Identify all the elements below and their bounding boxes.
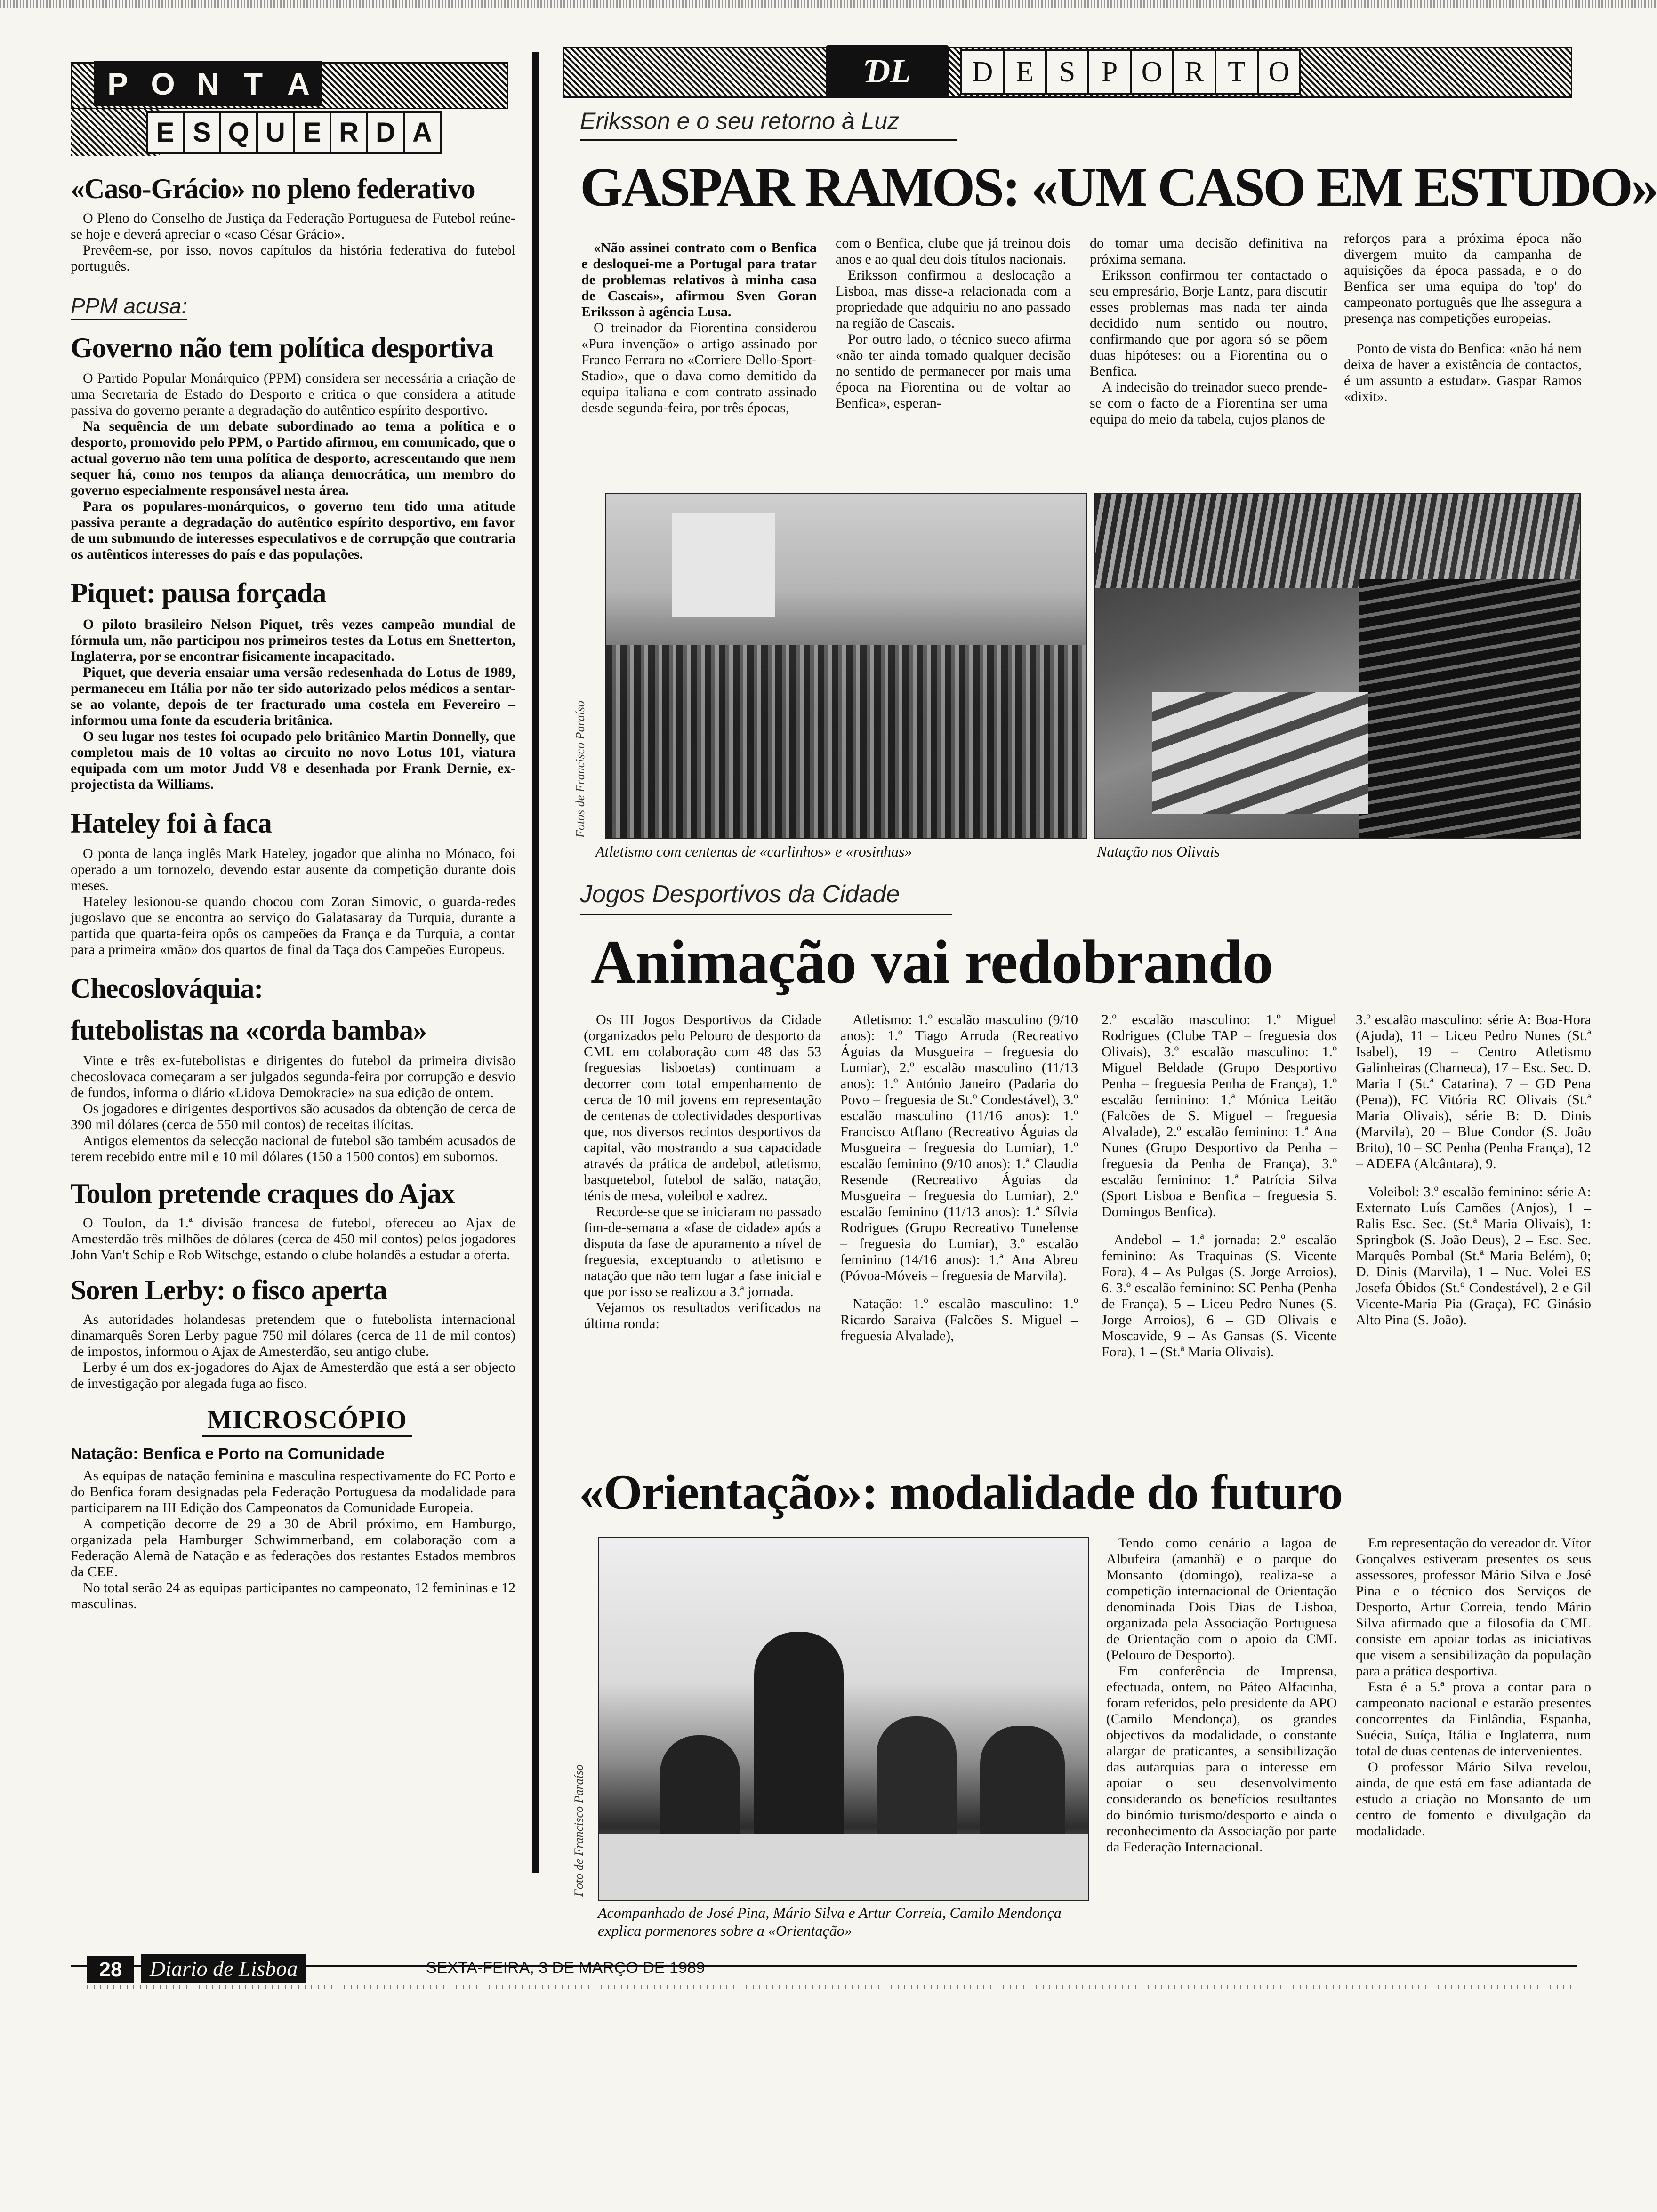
paragraph: Vejamos os resultados verificados na última ronda: xyxy=(584,1300,821,1331)
paragraph: Natação: 1.º escalão masculino: 1.º Ricardo Saraiva (Falcões S. Miguel – freguesia Alvalade), xyxy=(840,1296,1078,1344)
headline-animacao: Animação vai redobrando xyxy=(591,927,1273,996)
paragraph: Em representação do vereador dr. Vítor Gonçalves estiveram presentes os seus assessores, professor Mário Silva e José Pina e o técnico dos Serviços de Desporto, Artur Correia, tendo Mário Silva afirmado que a filosofia da CML consiste em apoiar todas as iniciativas que visem a sensibilização da população para a prática desportiva. xyxy=(1356,1535,1591,1679)
microscopio-title: MICROSCÓPIO xyxy=(207,1405,407,1435)
article-hateley xyxy=(71,846,515,958)
paragraph: «Não assinei contrato com o Benfica e desloquei-me a Portugal para tratar de problemas relativos à minha casa de Cascais», afirmou Sven Goran Eriksson à agência Lusa. xyxy=(581,240,817,320)
kicker-underline xyxy=(580,914,952,915)
article-microscopio xyxy=(71,1468,515,1612)
headline-orientacao: «Orientação»: modalidade do futuro xyxy=(579,1465,1343,1520)
paragraph: Voleibol: 3.º escalão feminino: série A: Externato Luís Camões (Anjos), 1 – Ralis Esc. Sec. (St.ª Maria Olivais), 1: Springbok (S. João Deus), 2 – Esc. Sec. Marquês Pombal (St.ª Maria Belém), 0; D. Dinis (Marvila), 1 – Nuc. Volei ES Josefa Óbidos (St.º Condestável), 2 e Gil Vicente-Maria Pia (Graça), FC Ginásio Alto Pina (S. João). xyxy=(1356,1184,1591,1328)
photo-atletismo xyxy=(605,493,1087,839)
paragraph: Prevêem-se, por isso, novos capítulos da história federativa do futebol português. xyxy=(71,242,515,274)
headline-futebolistas: futebolistas na «corda bamba» xyxy=(71,1015,427,1046)
headline-governo: Governo não tem política desportiva xyxy=(71,332,494,363)
headline-natacao-comunidade: Natação: Benfica e Porto na Comunidade xyxy=(71,1445,385,1463)
paragraph: Recorde-se que se iniciaram no passado fim-de-semana a «fase de cidade» após a disputa da fase de apuramento a nível de freguesia, exceptuando o atletismo e natação que não tem lugar a fase inicial e que por isso se realizou a 3.ª jornada. xyxy=(584,1204,821,1299)
jogos-col-4 xyxy=(1356,1012,1591,1328)
left-column xyxy=(71,174,515,1612)
photo-blocks xyxy=(1152,692,1368,814)
paragraph: Hateley lesionou-se quando chocou com Zoran Simovic, o guarda-redes jugoslavo que se encontra ao serviço do Galatasaray da Turquia, durante a partida que quarta-feira opôs os campeões da França e da Turquia, a contar para a primeira «mão» dos quartos de final da Taça dos Campeões Europeus. xyxy=(71,894,515,957)
headline-caso-gracio: «Caso-Grácio» no pleno federativo xyxy=(71,173,475,204)
article-toulon xyxy=(71,1215,515,1263)
paragraph: reforços para a próxima época não divergem muito da campanha de aquisições da época passada, e o do Benfica ser uma equipa do 'top' do campeonato português que lhe assegura a presença nas competições europeias. xyxy=(1344,231,1582,326)
caption-atletismo: Atletismo com centenas de «carlinhos» e «rosinhas» xyxy=(595,843,912,860)
photo-crowd xyxy=(606,645,1086,838)
paragraph: A competição decorre de 29 a 30 de Abril próximo, em Hamburgo, organizada pela Hamburger Schwimmerband, em colaboração com a Federação Alemã de Natação e as federações dos restantes Estados membros da CEE. xyxy=(71,1516,515,1579)
jogos-col-1 xyxy=(584,1012,821,1332)
eriksson-col-3 xyxy=(1090,235,1327,427)
paragraph: Antigos elementos da selecção nacional de futebol são também acusados de terem recebido entre mil e 10 mil dólares (150 a 1500 contos) em subornos. xyxy=(71,1133,515,1164)
paragraph: Tendo como cenário a lagoa de Albufeira (amanhã) e o parque do Monsanto (domingo), realiza-se a competição internacional de Orientação denominada Dois Dias de Lisboa, organizada pela Associação Portuguesa de Orientação com o apoio da CML (Pelouro de Desporto). xyxy=(1106,1535,1337,1663)
masthead: Diario de Lisboa xyxy=(141,1954,306,1983)
paragraph: O professor Mário Silva revelou, ainda, de que está em fase adiantada de estudo a criação no Monsanto de um centro de fomento e divulgação da modalidade. xyxy=(1356,1759,1591,1839)
paragraph: com o Benfica, clube que já treinou dois anos e ao qual deu dois títulos nacionais. xyxy=(836,235,1071,267)
section-title-ponta: P O N T A xyxy=(94,61,320,108)
kicker-jogos: Jogos Desportivos da Cidade xyxy=(580,881,900,908)
column-divider xyxy=(532,52,539,1873)
photo-credit-vertical: Foto de Francisco Paraíso xyxy=(572,1764,586,1897)
headline-gaspar-ramos: GASPAR RAMOS: «UM CASO EM ESTUDO» xyxy=(580,156,1657,218)
photo-credit-vertical: Fotos de Francisco Paraíso xyxy=(573,700,587,838)
headline-toulon: Toulon pretende craques do Ajax xyxy=(71,1178,455,1209)
photo-roof xyxy=(1095,494,1580,588)
section-banner-ponta-esquerda xyxy=(71,59,508,158)
orientacao-col-1 xyxy=(1106,1535,1337,1855)
article-lerby xyxy=(71,1312,515,1392)
article-checoslovaquia xyxy=(71,1053,515,1165)
article-caso-gracio xyxy=(71,210,515,274)
paragraph: No total serão 24 as equipas participantes no campeonato, 12 femininas e 12 masculinas. xyxy=(71,1580,515,1611)
jogos-col-2 xyxy=(840,1012,1078,1344)
headline-hateley: Hateley foi à faca xyxy=(71,808,272,839)
paragraph: do tomar uma decisão definitiva na próxima semana. xyxy=(1090,235,1327,267)
photo-building xyxy=(672,513,775,617)
paragraph: Eriksson confirmou a deslocação a Lisboa, mas disse-a relacionada com a propriedade que adquiriu no ano passado na região de Cascais. xyxy=(836,267,1071,331)
paragraph: Lerby é um dos ex-jogadores do Ajax de Amesterdão que está a ser objecto de investigação por alegada fuga ao fisco. xyxy=(71,1360,515,1391)
caption-orientacao: Acompanhado de José Pina, Mário Silva e Artur Correia, Camilo Mendonça explica pormenores sobre a «Orientação» xyxy=(598,1904,1062,1939)
eriksson-col-2 xyxy=(836,235,1071,411)
eriksson-col-1 xyxy=(581,240,817,416)
kicker-eriksson: Eriksson e o seu retorno à Luz xyxy=(580,108,900,134)
photo-person-2 xyxy=(754,1632,844,1839)
paragraph: Eriksson confirmou ter contactado o seu empresário, Borje Lantz, para discutir esses problemas mas nada ter ainda decidido num sentido ou noutro, confirmando que por agora só se põem duas hipóteses: ou a Fiorentina ou o Benfica. xyxy=(1090,267,1327,379)
headline-checoslovaquia: Checoslováquia: xyxy=(71,973,263,1004)
paragraph: O seu lugar nos testes foi ocupado pelo britânico Martin Donnelly, que completou mais de 10 voltas ao circuito no novo Lotus 101, viatura equipada com um motor Judd V8 e desenhada por Frank Dernie, ex-projectista da Williams. xyxy=(71,729,515,792)
photo-table xyxy=(599,1834,1088,1900)
paragraph: 3.º escalão masculino: série A: Boa-Hora (Ajuda), 11 – Liceu Pedro Nunes (St.ª Isabel), 19 – Centro Atletismo Galinheiras (Charneca), 17 – Esc. Sec. D. Maria I (St.ª Catarina), 7 – GD Pena (Pena)), FC Vitória RC Olivais (St.ª Maria Olivais), série B: D. Dinis (Marvila), 20 – Blue Condor (S. João Brito), 10 – SC Penha (Penha França), 12 – ADEFA (Alcântara), 9. xyxy=(1356,1012,1591,1171)
paragraph: Vinte e três ex-futebolistas e dirigentes do futebol da primeira divisão checoslovaca começaram a ser julgados segunda-feira por corrupção e desvio de fundos, informa o diário «Lidova Demokracie» na sua edição de ontem. xyxy=(71,1053,515,1100)
top-scan-band xyxy=(0,0,1657,8)
photo-conferencia xyxy=(598,1537,1089,1901)
photo-stands xyxy=(1359,579,1580,838)
paragraph: O piloto brasileiro Nelson Piquet, três vezes campeão mundial de fórmula um, não participou nos primeiros testes da Lotus em Snetterton, Inglaterra, por se encontrar fisicamente incapacitado. xyxy=(71,617,515,664)
paragraph: A indecisão do treinador sueco prende-se com o facto de a Fiorentina ser uma equipa do meio da tabela, cujos planos de xyxy=(1090,379,1327,427)
article-piquet xyxy=(71,617,515,793)
paragraph: As autoridades holandesas pretendem que o futebolista internacional dinamarquês Soren Lerby pague 750 mil dólares (cerca de 11 de mil contos) de impostos, informou o Ajax de Amesterdão, seu antigo clube. xyxy=(71,1312,515,1359)
paragraph: Para os populares-monárquicos, o governo tem tido uma atitude passiva perante a degradação do autêntico espírito desportivo, em favor de um submundo de interesses especulativos e de corrupção que contraria os autênticos interesses do país e das populações. xyxy=(71,498,515,562)
section-title-desporto: D E S P O R T O xyxy=(960,49,1299,95)
paragraph: 2.º escalão masculino: 1.º Miguel Rodrigues (Clube TAP – freguesia dos Olivais), 3.º escalão masculino: 1.º Miguel Beldade (Grupo Desportivo Penha – freguesia Penha de França), 1.º escalão feminino: 1.ª Mónica Leitão (Falcões de S. Miguel – freguesia Alvalade), 2.º escalão feminino: 1.ª Ana Nunes (Grupo Desportivo da Penha – freguesia da Penha de França), 3.º escalão feminino: 1.ª Patrícia Silva (Sport Lisboa e Benfica – freguesia S. Domingos Benfica). xyxy=(1102,1012,1337,1219)
paragraph: Na sequência de um debate subordinado ao tema a política e o desporto, promovido pelo PPM, o Partido afirmou, em comunicado, que o actual governo não tem uma política de desporto, acrescentando que nem sequer há, como nos tempos da aliança democrática, um membro do governo especialmente responsável nesta área. xyxy=(71,418,515,498)
footer-dotted-line xyxy=(87,1985,1579,1989)
article-ppm xyxy=(71,370,515,562)
caption-natacao: Natação nos Olivais xyxy=(1097,843,1220,860)
dl-logo xyxy=(826,45,949,97)
paragraph: Esta é a 5.ª prova a contar para o campeonato nacional e estarão presentes concorrentes da Finlândia, Espanha, Suécia, Suíça, Itália e Inglaterra, num total de duas centenas de intervenientes. xyxy=(1356,1679,1591,1759)
jogos-col-3 xyxy=(1102,1012,1337,1360)
paragraph: Atletismo: 1.º escalão masculino (9/10 anos): 1.º Tiago Arruda (Recreativo Águias da Musgueira – freguesia do Lumiar), 2.º escalão masculino (11/13 anos): 1.º António Janeiro (Padaria do Povo – freguesia de St.º Condestável), 3.º escalão masculino (11/16 anos): 1.º Francisco Atflano (Recreativo Águias da Musgueira – freguesia do Lumiar), 1.º escalão feminino (9/10 anos): 1.ª Claudia Resende (Recreativo Águias da Musgueira – freguesia do Lumiar), 2.º escalão feminino (11/13 anos): 1.ª Sílvia Rodrigues (Grupo Recreativo Tunelense – freguesia do Lumiar), 3.º escalão feminino (14/16 anos): 1.ª Ana Abreu (Póvoa-Móveis – freguesia de Marvila). xyxy=(840,1012,1078,1283)
paragraph: Os III Jogos Desportivos da Cidade (organizados pelo Pelouro de desporto da CML em colaboração com 48 das 53 freguesias lisboetas) continuam a decorrer com total empenhamento de cerca de 10 mil jovens em representação de centenas de colectividades desportivas que, nos diversos recintos desportivos da capital, vão mostrando a sua capacidade através da prática de andebol, atletismo, basquetebol, futebol de salão, natação, ténis de mesa, voleibol e xadrez. xyxy=(584,1012,821,1203)
paragraph: O ponta de lança inglês Mark Hateley, jogador que alinha no Mónaco, foi operado a um tornozelo, devendo estar ausente da competição durante dois meses. xyxy=(71,846,515,893)
paragraph: O treinador da Fiorentina considerou «Pura invenção» o artigo assinado por Franco Ferrara no «Corriere Dello-Sport-Stadio», que o dava como demitido da equipa italiana e com contrato assinado desde segunda-feira, por três épocas, xyxy=(581,320,817,416)
paragraph: Andebol – 1.ª jornada: 2.º escalão feminino: As Traquinas (S. Vicente Fora), 4 – As Pulgas (S. Jorge Arroios), 6. 3.º escalão feminino: SC Penha (Penha de França), 5 – Liceu Pedro Nunes (S. Jorge Arroios), 6 – GD Olivais e Moscavide, 9 – As Gansas (S. Vicente Fora), 1 – (St.ª Maria Olivais). xyxy=(1102,1232,1337,1360)
paragraph: Os jogadores e dirigentes desportivos são acusados da obtenção de cerca de 390 mil dólares (cerca de 550 mil contos) de receitas ilícitas. xyxy=(71,1101,515,1132)
headline-lerby: Soren Lerby: o fisco aperta xyxy=(71,1274,387,1306)
kicker-ppm-acusa: PPM acusa: xyxy=(71,293,187,320)
paragraph: As equipas de natação feminina e masculina respectivamente do FC Porto e do Benfica foram designadas pela Federação Portuguesa da modalidade para participarem na III Edição dos Campeonatos da Comunidade Europeia. xyxy=(71,1468,515,1515)
microscopio-box xyxy=(202,1405,412,1437)
paragraph: Ponto de vista do Benfica: «não há nem deixa de haver a existência de contactos, é um assunto a estudar». Gaspar Ramos «dixit». xyxy=(1344,341,1582,404)
paragraph: Piquet, que deveria ensaiar uma versão redesenhada do Lotus de 1989, permaneceu em Itália por não ter sido autorizado pelos médicos a sentar-se ao volante, depois de ter fracturado uma costela em Fevereiro – informou uma fonte da escuderia britânica. xyxy=(71,665,515,728)
paragraph: O Partido Popular Monárquico (PPM) considera ser necessária a criação de uma Secretaria de Estado do Desporto e critica o que considera a atitude passiva do governo perante a degradação do autêntico espírito desportivo. xyxy=(71,370,515,418)
issue-date: SEXTA-FEIRA, 3 DE MARÇO DE 1989 xyxy=(426,1959,705,1977)
kicker-underline xyxy=(580,139,957,141)
paragraph: Em conferência de Imprensa, efectuada, ontem, no Páteo Alfacinha, foram referidos, pelo presidente da APO (Camilo Mendonça), os grandes objectivos da modalidade, o constante alargar de praticantes, a sensibilização das autarquias para o interesse em apoiar o seu desenvolvimento considerando os benefícios resultantes do binómio turismo/desporto e ainda o reconhecimento da Associação por parte da Federação Internacional. xyxy=(1106,1663,1337,1855)
paragraph: Por outro lado, o técnico sueco afirma «não ter ainda tomado qualquer decisão no sentido de permanecer por mais uma época na Fiorentina ou de voltar ao Benfica», esperan- xyxy=(836,331,1071,411)
orientacao-col-2 xyxy=(1356,1535,1591,1839)
section-title-esquerda: E S Q U E R D A xyxy=(146,111,440,154)
headline-piquet: Piquet: pausa forçada xyxy=(71,577,326,609)
paragraph: O Toulon, da 1.ª divisão francesa de futebol, ofereceu ao Ajax de Amesterdão três milhões de dólares (cerca de 450 mil contos) pelos jogadores John Van't Schip e Rob Witschge, estando o clube holandês a estudar a oferta. xyxy=(71,1215,515,1263)
eriksson-col-4 xyxy=(1344,231,1582,405)
paragraph: O Pleno do Conselho de Justiça da Federação Portuguesa de Futebol reúne-se hoje e deverá apreciar o «caso César Grácio». xyxy=(71,210,515,242)
page-number: 28 xyxy=(87,1956,134,1983)
dl-logo-glyph: ƊL xyxy=(863,52,911,90)
photo-natacao xyxy=(1094,493,1581,839)
